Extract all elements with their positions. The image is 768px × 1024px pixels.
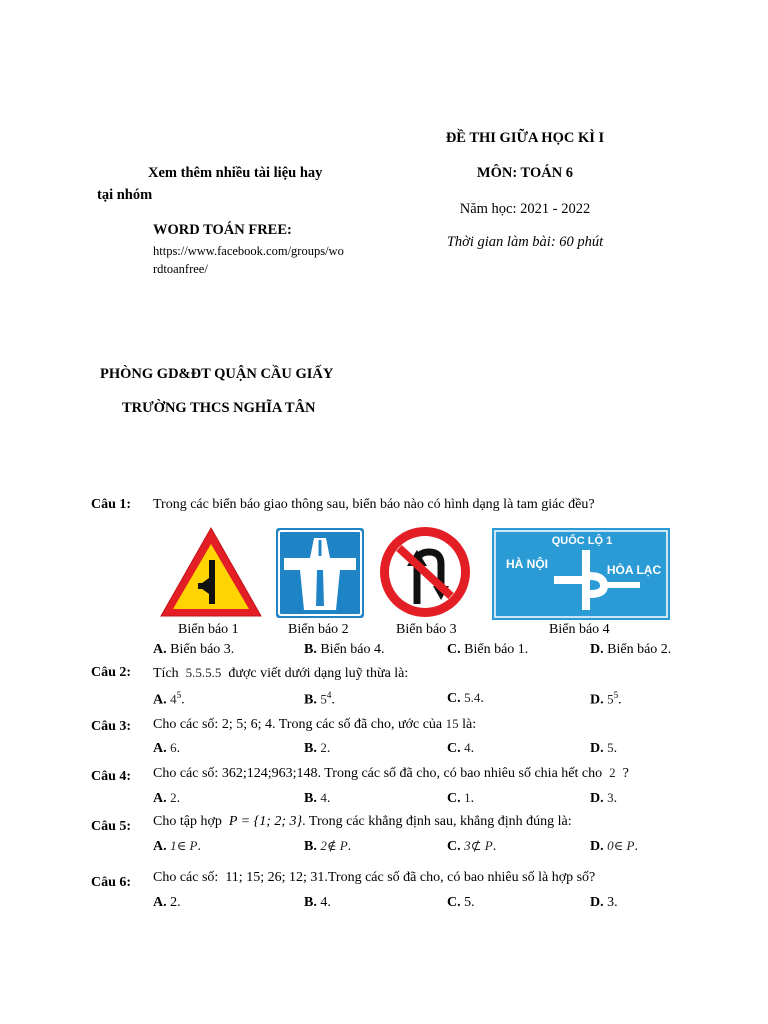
q4-label: Câu 4:: [91, 769, 132, 784]
q6-option-d[interactable]: D. 3.: [590, 895, 618, 910]
q3-text: Cho các số: 2; 5; 6; 4. Trong các số đã cho, ước của 15 là:: [153, 716, 477, 732]
q3-option-c[interactable]: C. 4.: [447, 740, 475, 756]
sign2-caption: Biển báo 2: [288, 622, 349, 637]
promo-line1: Xem thêm nhiều tài liệu hay: [148, 165, 323, 181]
q2-option-c[interactable]: C. 5.4.: [447, 690, 484, 706]
q1-option-c[interactable]: C. Biển báo 1.: [447, 642, 529, 657]
q2-label: Câu 2:: [91, 665, 132, 680]
school-name: TRƯỜNG THCS NGHĨA TÂN: [122, 400, 316, 416]
promo-url-line2[interactable]: rdtoanfree/: [153, 262, 208, 276]
sign4-left-label: HÀ NỘI: [506, 557, 548, 571]
q4-option-c[interactable]: C. 1.: [447, 790, 475, 806]
q5-option-c[interactable]: C. 3⊄ P.: [447, 838, 497, 854]
q1-text: Trong các biển báo giao thông sau, biển báo nào có hình dạng là tam giác đều?: [153, 497, 595, 512]
sign4-right-label: HÒA LẠC: [606, 563, 662, 577]
q6-label: Câu 6:: [91, 875, 132, 890]
sign1-warning-triangle-icon: [158, 524, 264, 620]
q5-option-a[interactable]: A. 1∈ P.: [153, 838, 201, 854]
q6-option-a[interactable]: A. 2.: [153, 895, 181, 910]
q4-option-d[interactable]: D. 3.: [590, 790, 618, 806]
sign3-no-u-turn-icon: [377, 524, 473, 620]
duration: Thời gian làm bài: 60 phút: [446, 234, 604, 250]
q2-option-d[interactable]: D. $5^5$.: [590, 690, 622, 708]
sign3-caption: Biển báo 3: [396, 622, 457, 637]
school-year: Năm học: 2021 - 2022: [459, 201, 591, 217]
sign2-expressway-icon: [276, 528, 364, 618]
sign4-caption: Biển báo 4: [549, 622, 610, 637]
q4-option-a[interactable]: A. 2.: [153, 790, 181, 806]
promo-group: WORD TOÁN FREE:: [153, 222, 292, 238]
q6-text: Cho các số: 11; 15; 26; 12; 31.Trong các số đã cho, có bao nhiêu số là hợp số?: [153, 870, 596, 885]
q3-option-d[interactable]: D. 5.: [590, 740, 618, 756]
q1-option-b[interactable]: B. Biển báo 4.: [304, 642, 385, 657]
sign4-direction-icon: [492, 528, 670, 620]
dept-name: PHÒNG GD&ĐT QUẬN CẦU GIẤY: [100, 366, 334, 382]
q2-option-a[interactable]: A. $4^5$.: [153, 690, 185, 708]
q6-option-b[interactable]: B. 4.: [304, 895, 331, 910]
q3-label: Câu 3:: [91, 719, 132, 734]
q1-option-a[interactable]: A. Biển báo 3.: [153, 642, 235, 657]
q4-option-b[interactable]: B. 4.: [304, 790, 331, 806]
q3-option-b[interactable]: B. 2.: [304, 740, 331, 756]
q5-label: Câu 5:: [91, 819, 132, 834]
q1-label: Câu 1:: [91, 497, 132, 512]
sign1-caption: Biển báo 1: [178, 622, 239, 637]
q2-option-b[interactable]: B. $5^4$.: [304, 690, 335, 708]
promo-url-line1[interactable]: https://www.facebook.com/groups/wo: [153, 244, 344, 258]
subject: MÔN: TOÁN 6: [476, 165, 574, 181]
sign4-top-label: QUỐC LỘ 1: [551, 535, 613, 547]
promo-line2: tại nhóm: [97, 187, 153, 203]
q2-text: Tích 5.5.5.5 được viết dưới dạng luỹ thừa là:: [153, 665, 409, 681]
q3-option-a[interactable]: A. 6.: [153, 740, 181, 756]
q6-option-c[interactable]: C. 5.: [447, 895, 475, 910]
q4-text: Cho các số: 362;124;963;148. Trong các số đã cho, có bao nhiêu số chia hết cho 2 ?: [153, 765, 629, 781]
q5-text: Cho tập hợp P = {1; 2; 3}. Trong các khẳng định sau, khẳng định đúng là:: [153, 814, 572, 829]
q5-option-d[interactable]: D. 0∈ P.: [590, 838, 638, 854]
exam-title: ĐỀ THI GIỮA HỌC KÌ I: [445, 130, 605, 146]
q5-option-b[interactable]: B. 2∉ P.: [304, 838, 352, 854]
q1-option-d[interactable]: D. Biển báo 2.: [590, 642, 672, 657]
